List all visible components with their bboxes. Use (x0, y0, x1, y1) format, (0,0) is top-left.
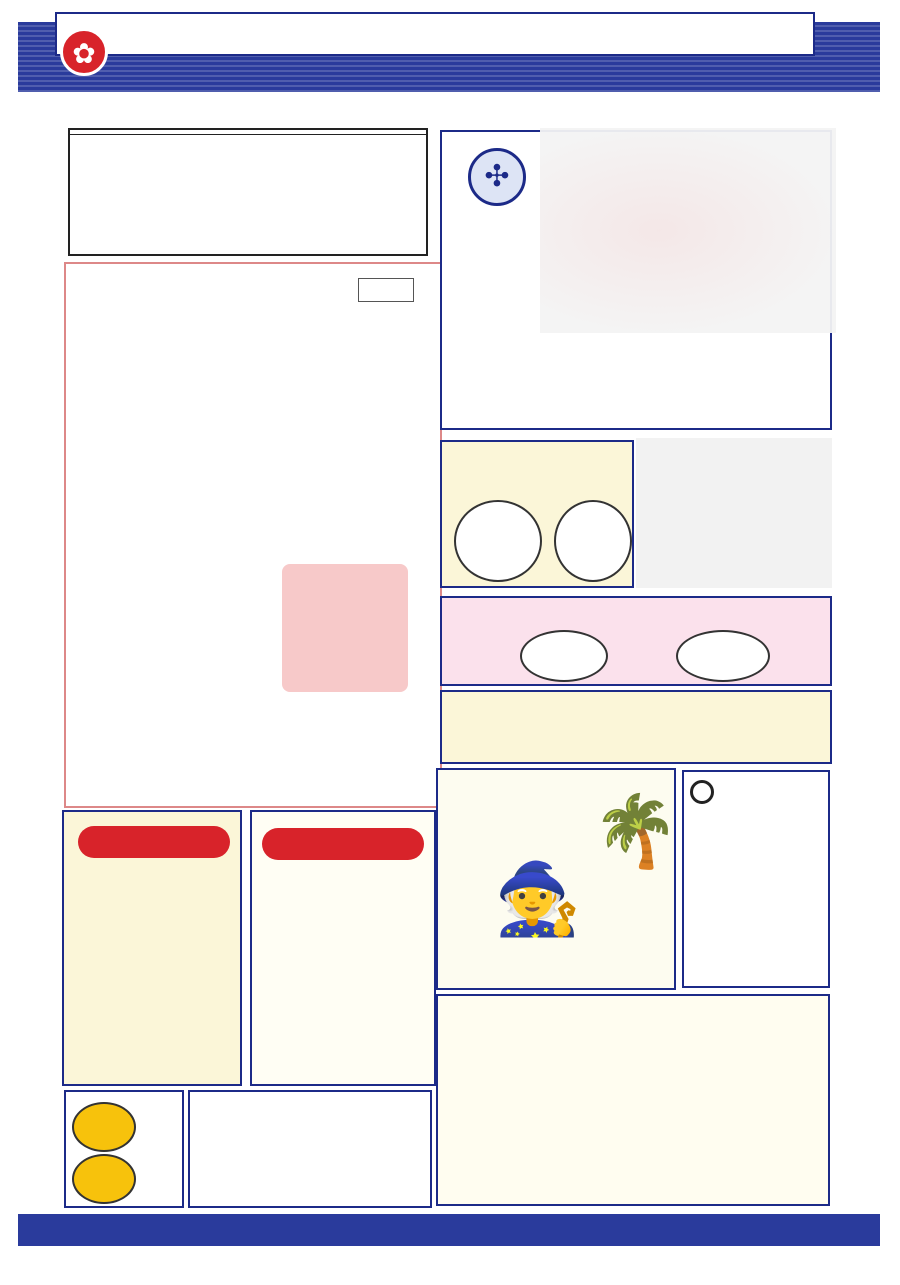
rabbit-icon (520, 630, 608, 682)
main-numbers-panel (440, 690, 832, 764)
marksix-logo-icon (468, 148, 526, 206)
lottery-balls-icon (450, 316, 590, 420)
zodiac-poem-title (262, 828, 424, 860)
lucky-zodiac-panel (440, 596, 832, 686)
lamp-icon (690, 780, 714, 804)
right-border-strip (846, 108, 872, 1208)
royal-calendar-panel (436, 994, 830, 1206)
blurred-area (540, 128, 836, 333)
counter-number (72, 1102, 136, 1152)
blurred-area (636, 438, 832, 588)
top-border-strip (30, 98, 870, 124)
palm-tree-icon: 🌴 (592, 790, 680, 872)
gold-secret-panel (188, 1090, 432, 1208)
left-border-strip (28, 128, 54, 1208)
counter-number (72, 1154, 136, 1204)
goat-icon (676, 630, 770, 682)
footer-banner (18, 1214, 880, 1246)
special-big (454, 500, 542, 582)
hk-emblem-icon (60, 28, 108, 76)
number-table-title (70, 130, 426, 135)
secret-tag (358, 278, 414, 302)
number-table (68, 128, 428, 256)
issue-special-title (78, 826, 230, 858)
secret-map-panel (282, 564, 408, 692)
header-panel (55, 12, 815, 56)
special-even (554, 500, 632, 582)
meeting-section (64, 262, 442, 808)
sage-figure-icon: 🧙 (494, 858, 582, 940)
